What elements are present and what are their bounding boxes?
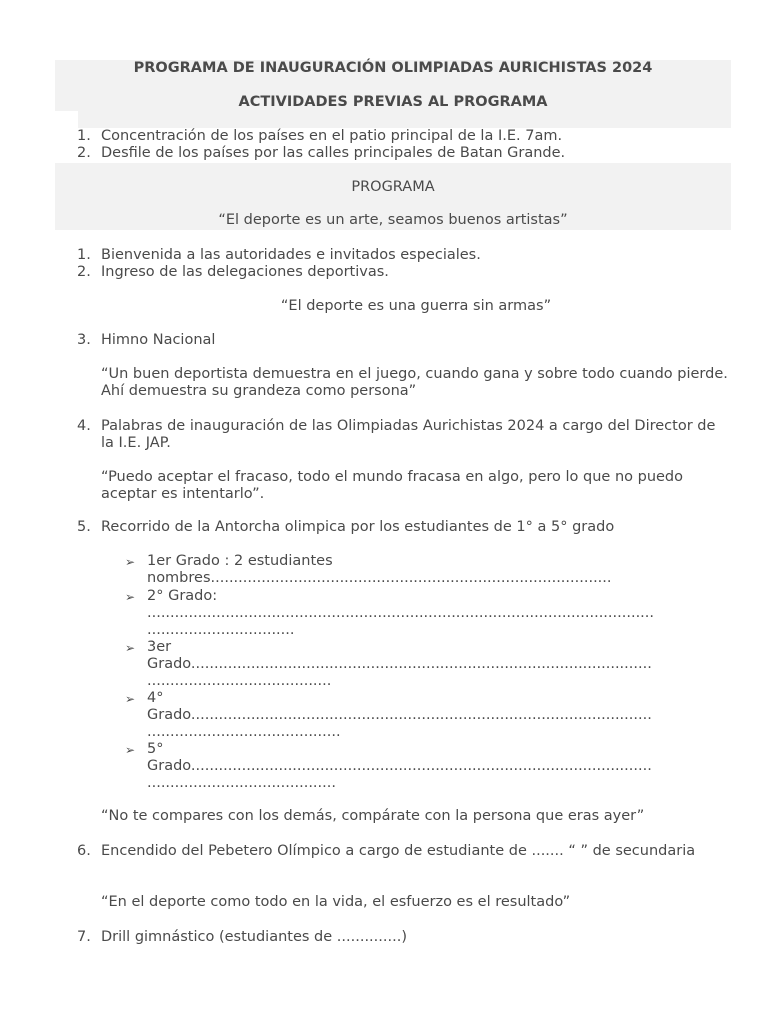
list-text: Recorrido de la Antorcha olimpica por los estudiantes de 1° a 5° grado (101, 519, 615, 535)
list-number: 6. (77, 843, 91, 859)
arrow-bullet-icon: ➢ (125, 692, 136, 706)
arrow-bullet-icon: ➢ (125, 555, 136, 569)
grade-text: 3er Grado.................................................................................................... ........................................ (147, 639, 652, 689)
list-number: 7. (77, 929, 91, 945)
list-text: Desfile de los países por las calles principales de Batan Grande. (101, 145, 566, 161)
list-text: Palabras de inauguración de las Olimpiadas Aurichistas 2024 a cargo del Director de la I.E. JAP. (101, 418, 716, 451)
list-text: Drill gimnástico (estudiantes de ..............) (101, 929, 407, 945)
list-number: 5. (77, 519, 91, 535)
quote-1: “El deporte es un arte, seamos buenos artistas” (218, 212, 568, 228)
list-text: Encendido del Pebetero Olímpico a cargo de estudiante de ....... “ ” de secundaria (101, 843, 696, 859)
list-number: 2. (77, 264, 91, 280)
list-number: 1. (77, 247, 91, 263)
document-title: PROGRAMA DE INAUGURACIÓN OLIMPIADAS AURICHISTAS 2024 (133, 60, 653, 76)
quote-6: “En el deporte como todo en la vida, el esfuerzo es el resultado” (101, 894, 571, 910)
arrow-bullet-icon: ➢ (125, 590, 136, 604)
list-number: 4. (77, 418, 91, 434)
list-text: Himno Nacional (101, 332, 216, 348)
grade-text: 1er Grado : 2 estudiantes nombres....................................................................................... (147, 553, 612, 586)
arrow-bullet-icon: ➢ (125, 641, 136, 655)
quote-2: “El deporte es una guerra sin armas” (280, 298, 552, 314)
quote-5: “No te compares con los demás, compárate con la persona que eras ayer” (101, 808, 645, 824)
pre-program-heading: ACTIVIDADES PREVIAS AL PROGRAMA (238, 94, 548, 110)
quote-4: “Puedo aceptar el fracaso, todo el mundo fracasa en algo, pero lo que no puedo aceptar es intentarlo”. (101, 469, 684, 502)
arrow-bullet-icon: ➢ (125, 743, 136, 757)
quote-3: “Un buen deportista demuestra en el juego, cuando gana y sobre todo cuando pierde. Ahí demuestra su grandeza como persona” (101, 366, 728, 399)
program-heading: PROGRAMA (351, 179, 435, 195)
list-text: Ingreso de las delegaciones deportivas. (101, 264, 389, 280)
list-number: 1. (77, 128, 91, 144)
list-number: 2. (77, 145, 91, 161)
list-text: Bienvenida a las autoridades e invitados especiales. (101, 247, 481, 263)
list-number: 3. (77, 332, 91, 348)
list-text: Concentración de los países en el patio principal de la I.E. 7am. (101, 128, 563, 144)
grade-text: 2° Grado: .............................................................................................................. ................................ (147, 588, 655, 638)
grade-text: 4° Grado.................................................................................................... .......................................... (147, 690, 652, 740)
grade-text: 5° Grado.................................................................................................... ......................................... (147, 741, 652, 791)
